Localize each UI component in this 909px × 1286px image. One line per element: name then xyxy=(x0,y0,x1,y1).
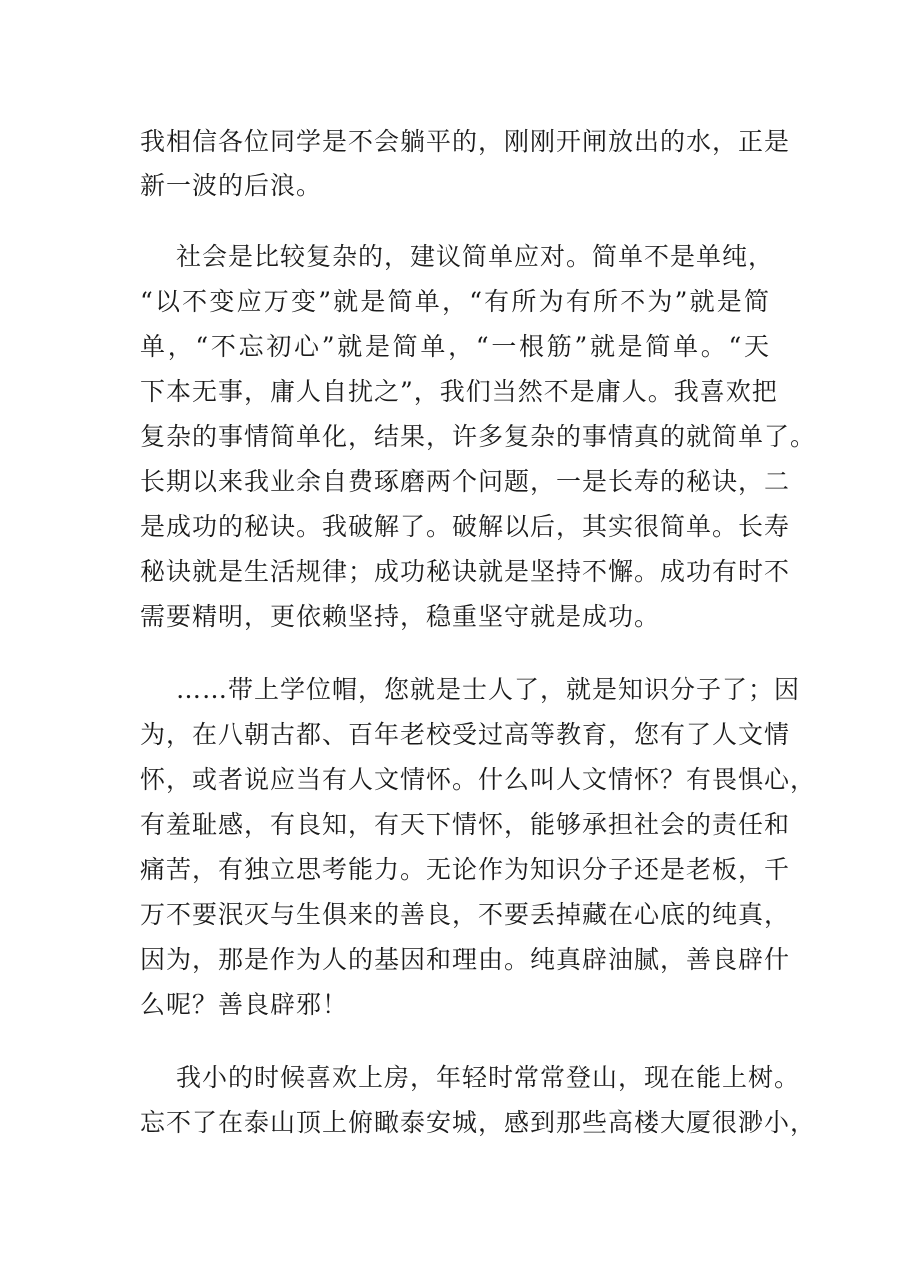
paragraph-3-line-7: 因为，那是作为人的基因和理由。纯真辟油腻，善良辟什 xyxy=(140,945,791,974)
paragraph-4-line-1: 我小的时候喜欢上房，年轻时常常登山，现在能上树。 xyxy=(176,1063,801,1092)
paragraph-4-line-2: 忘不了在泰山顶上俯瞰泰安城，感到那些高楼大厦很渺小， xyxy=(140,1108,817,1137)
paragraph-2-line-2: “以不变应万变”就是简单，“有所为有所不为”就是简 xyxy=(140,287,770,316)
paragraph-3-line-2: 为，在八朝古都、百年老校受过高等教育，您有了人文情 xyxy=(140,720,791,749)
paragraph-1-line-2: 新一波的后浪。 xyxy=(140,171,323,200)
paragraph-2-line-9: 需要精明，更依赖坚持，稳重坚守就是成功。 xyxy=(140,602,661,631)
paragraph-3-line-6: 万不要泯灭与生俱来的善良，不要丢掉藏在心底的纯真， xyxy=(140,900,791,929)
paragraph-2-line-7: 是成功的秘诀。我破解了。破解以后，其实很简单。长寿 xyxy=(140,512,791,541)
paragraph-2-line-1: 社会是比较复杂的，建议简单应对。简单不是单纯， xyxy=(176,242,775,271)
paragraph-2-line-5: 复杂的事情简单化，结果，许多复杂的事情真的就简单了。 xyxy=(140,422,817,451)
paragraph-2-line-6: 长期以来我业余自费琢磨两个问题，一是长寿的秘诀，二 xyxy=(140,467,791,496)
paragraph-3-line-3: 怀，或者说应当有人文情怀。什么叫人文情怀？有畏惧心， xyxy=(140,765,817,794)
paragraph-2-line-8: 秘诀就是生活规律；成功秘诀就是坚持不懈。成功有时不 xyxy=(140,557,791,586)
paragraph-3-line-4: 有羞耻感，有良知，有天下情怀，能够承担社会的责任和 xyxy=(140,810,791,839)
paragraph-2-line-4: 下本无事，庸人自扰之”，我们当然不是庸人。我喜欢把 xyxy=(140,377,778,406)
paragraph-3-line-1: ……带上学位帽，您就是士人了，就是知识分子了；因 xyxy=(176,675,801,704)
paragraph-1-line-1: 我相信各位同学是不会躺平的，刚刚开闸放出的水，正是 xyxy=(140,127,791,156)
paragraph-2-line-3: 单，“不忘初心”就是简单，“一根筋”就是简单。“天 xyxy=(140,332,770,361)
paragraph-3-line-5: 痛苦，有独立思考能力。无论作为知识分子还是老板，千 xyxy=(140,855,791,884)
paragraph-3-line-8: 么呢？善良辟邪！ xyxy=(140,990,349,1019)
